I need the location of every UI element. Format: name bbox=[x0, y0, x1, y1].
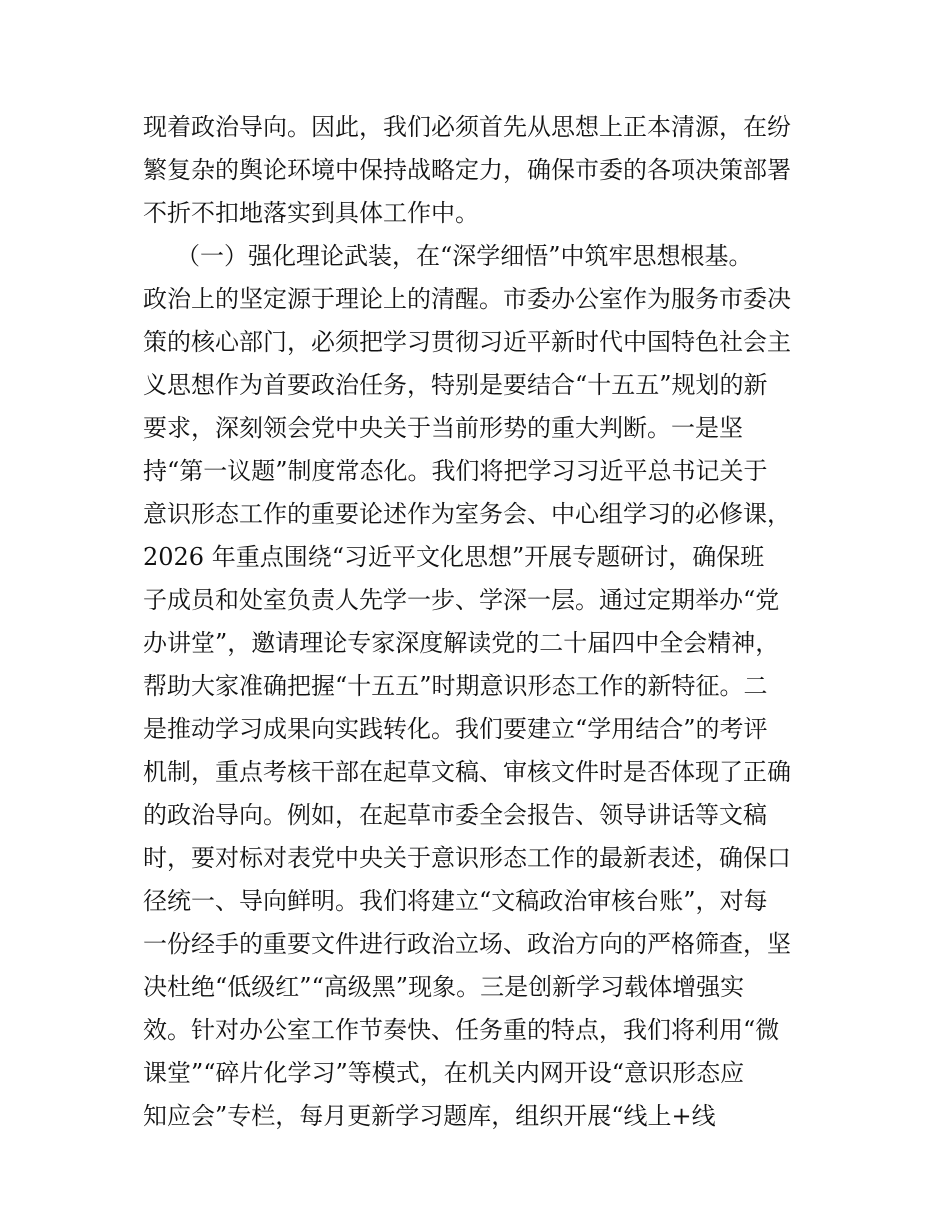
text-line-content: 的政治导向。例如，在起草市委全会报告、领导讲话等文稿 bbox=[143, 801, 767, 829]
text-line-content: 持“第一议题”制度常态化。我们将把学习习近平总书记关于 bbox=[143, 457, 768, 485]
text-line bbox=[0, 752, 950, 792]
text-line bbox=[0, 924, 950, 964]
text-line bbox=[0, 666, 950, 706]
text-line-content: 子成员和处室负责人先学一步、学深一层。通过定期举办“党 bbox=[143, 586, 780, 614]
text-line bbox=[0, 408, 950, 448]
text-line bbox=[0, 537, 950, 577]
text-line bbox=[0, 1053, 950, 1093]
text-line bbox=[0, 709, 950, 749]
text-line-content: 政治上的坚定源于理论上的清醒。市委办公室作为服务市委决 bbox=[143, 285, 791, 313]
text-line-content: 现着政治导向。因此，我们必须首先从思想上正本清源，在纷 bbox=[143, 113, 791, 141]
text-line-content: 决杜绝“低级红”“高级黑”现象。三是创新学习载体增强实 bbox=[143, 973, 745, 1001]
text-line-content: 课堂”“碎片化学习”等模式，在机关内网开设“意识形态应 bbox=[143, 1059, 745, 1087]
section-heading-text: （一）强化理论武装，在“深学细悟”中筑牢思想根基。 bbox=[176, 242, 753, 270]
text-line-content: 义思想作为首要政治任务，特别是要结合“十五五”规划的新 bbox=[143, 371, 768, 399]
text-line-content: 帮助大家准确把握“十五五”时期意识形态工作的新特征。二 bbox=[143, 672, 768, 700]
text-line bbox=[0, 1010, 950, 1050]
text-line bbox=[0, 193, 950, 233]
text-line-content: 机制，重点考核干部在起草文稿、审核文件时是否体现了正确 bbox=[143, 758, 791, 786]
text-line bbox=[0, 795, 950, 835]
text-line bbox=[0, 107, 950, 147]
text-line bbox=[0, 365, 950, 405]
text-line-content: 繁复杂的舆论环境中保持战略定力，确保市委的各项决策部署 bbox=[143, 156, 791, 184]
text-line bbox=[0, 451, 950, 491]
text-line-content: 是推动学习成果向实践转化。我们要建立“学用结合”的考评 bbox=[143, 715, 768, 743]
text-line-content: 径统一、导向鲜明。我们将建立“文稿政治审核台账”，对每 bbox=[143, 887, 768, 915]
text-line bbox=[0, 838, 950, 878]
text-line-content: 要求，深刻领会党中央关于当前形势的重大判断。一是坚 bbox=[143, 414, 743, 442]
text-line bbox=[0, 279, 950, 319]
text-line bbox=[0, 150, 950, 190]
text-line-content: 策的核心部门，必须把学习贯彻习近平新时代中国特色社会主 bbox=[143, 328, 791, 356]
text-line-content: 2026 年重点围绕“习近平文化思想”开展专题研讨，确保班 bbox=[143, 543, 765, 571]
text-line-content: 一份经手的重要文件进行政治立场、政治方向的严格筛查，坚 bbox=[143, 930, 791, 958]
text-line-content: 办讲堂”，邀请理论专家深度解读党的二十届四中全会精神， bbox=[143, 629, 780, 657]
section-heading bbox=[0, 236, 950, 276]
text-line-content: 知应会”专栏，每月更新学习题库，组织开展“线上+线 bbox=[143, 1102, 716, 1130]
text-line bbox=[0, 881, 950, 921]
text-line bbox=[0, 1096, 950, 1136]
text-line bbox=[0, 580, 950, 620]
text-line bbox=[0, 967, 950, 1007]
text-line-content: 不折不扣地落实到具体工作中。 bbox=[143, 199, 479, 227]
text-line-content: 效。针对办公室工作节奏快、任务重的特点，我们将利用“微 bbox=[143, 1016, 780, 1044]
text-line bbox=[0, 494, 950, 534]
text-line-content: 时，要对标对表党中央关于意识形态工作的最新表述，确保口 bbox=[143, 844, 791, 872]
text-line bbox=[0, 322, 950, 362]
text-line bbox=[0, 623, 950, 663]
text-line-content: 意识形态工作的重要论述作为室务会、中心组学习的必修课， bbox=[143, 500, 791, 528]
